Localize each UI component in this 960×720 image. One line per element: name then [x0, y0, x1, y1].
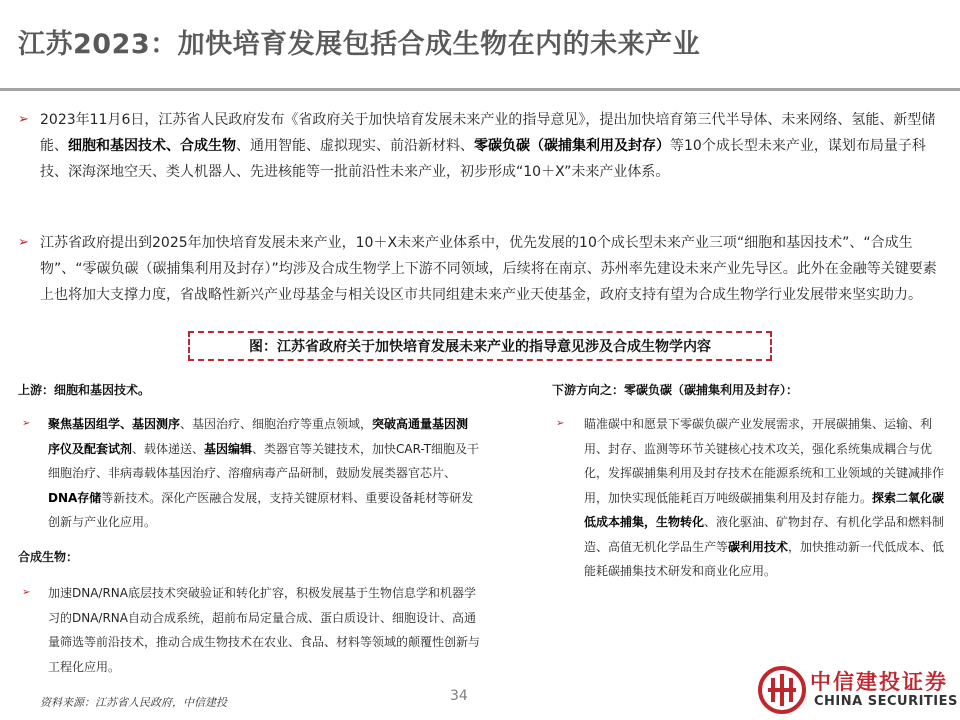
paragraph-2: 江苏省政府提出到2025年加快培育发展未来产业，10＋X未来产业体系中，优先发展的10个成长型未来产业三项“细胞和基因技术”、“合成生物”、“零碳负碳（碳捕集利用及封存）”均涉及合成生物学上下游不同领域，后续将在南京、苏州率先建设未来产业先导区。此外在金融等关键要素上也将加大支撑力度，省战略性新兴产业母基金与相关设区市共同组建未来产业天使基金，政府支持有望为合成生物学行业发展带来坚实助力。	[40, 235, 937, 303]
paragraph-1-bold: 零碳负碳（碳捕集利用及封存）	[474, 138, 670, 154]
paragraph-1-bold: 细胞和基因技术、合成生物	[68, 138, 236, 154]
downstream-bold: 碳利用技术	[728, 539, 789, 554]
upstream-bold: 突破高通量基因测序仪及配套试剂	[48, 417, 469, 456]
upstream-text	[48, 412, 480, 535]
upstream-run: 、类器官等关键技术，加快CAR-T细胞及干细胞治疗、非病毒载体基因治疗、溶瘤病毒产品研制，鼓励发展类器官芯片、	[48, 441, 480, 480]
logo-name-en: CHINA SECURITIES	[814, 694, 958, 709]
upstream-run: 、载体递送、	[132, 441, 205, 456]
bullet-arrow-icon: ➢	[18, 235, 29, 250]
synbio-heading: 合成生物：	[18, 550, 79, 564]
paragraph-1-text: 、通用智能、虚拟现实、前沿新材料、	[236, 138, 474, 154]
synbio-text: 加速DNA/RNA底层技术突破验证和转化扩容，积极发展基于生物信息学和机器学习的DNA/RNA自动合成系统，超前布局定量合成、蛋白质设计、细胞设计、高通量筛选等前沿技术，推动合成生物技术在农业、食品、材料等领域的颠覆性创新与工程化应用。	[48, 586, 481, 674]
source-note: 资料来源：江苏省人民政府，中信建投	[40, 696, 227, 709]
bullet-arrow-icon: ➢	[22, 418, 31, 429]
bullet-arrow-icon: ➢	[556, 418, 565, 429]
company-logo	[758, 662, 958, 718]
title-divider	[0, 88, 960, 91]
company-emblem-icon	[758, 666, 806, 714]
upstream-bold: 聚焦基因组学、基因测序	[48, 417, 181, 431]
upstream-bold: DNA存储	[48, 490, 102, 505]
downstream-run: 、液化驱油、矿物封存、有机化学品和燃料制造、高值无机化学品生产等	[584, 515, 945, 554]
upstream-bold: 基因编辑	[204, 441, 253, 456]
paragraph-1	[40, 107, 950, 185]
downstream-heading: 下游方向之：零碳负碳（碳捕集利用及封存）：	[552, 383, 799, 397]
downstream-run: 瞄准碳中和愿景下零碳负碳产业发展需求，开展碳捕集、运输、利用、封存、监测等环节关键核心技术攻关，强化系统集成耦合与优化，发挥碳捕集利用及封存技术在能源系统和工业领域的关键减排作用，加快实现低能耗百万吨级碳捕集利用及封存能力。	[584, 417, 945, 505]
downstream-text	[584, 412, 950, 584]
bullet-arrow-icon: ➢	[22, 587, 31, 598]
bullet-arrow-icon: ➢	[18, 112, 29, 127]
figure-caption: 图：江苏省政府关于加快培育发展未来产业的指导意见涉及合成生物学内容	[188, 331, 772, 361]
upstream-heading: 上游：细胞和基因技术。	[18, 383, 151, 397]
page-title: 江苏2023：加快培育发展包括合成生物在内的未来产业	[18, 29, 701, 60]
upstream-run: 、基因治疗、细胞治疗等重点领域，	[180, 417, 373, 431]
paragraph-1-text: 2023年11月6日，江苏省人民政府发布《省政府关于加快培育发展未来产业的指导意见》，提出加快培育第三代半导体、未来网络、氢能、新型储能、	[40, 112, 936, 154]
paragraph-1-text: 等10个成长型未来产业，谋划布局量子科技、深海深地空天、类人机器人、先进核能等一批前沿性未来产业，初步形成“10＋X”未来产业体系。	[40, 138, 926, 180]
upstream-run: 等新技术。深化产医融合发展，支持关键原材料、重要设备耗材等研发创新与产业化应用。	[48, 490, 474, 529]
page-number: 34	[450, 688, 468, 704]
downstream-run: ，加快推动新一代低成本、低能耗碳捕集技术研发和商业化应用。	[584, 539, 945, 578]
downstream-bold: 探索二氧化碳低成本捕集，生物转化	[584, 490, 945, 529]
logo-name-cn: 中信建投证券	[810, 670, 948, 694]
